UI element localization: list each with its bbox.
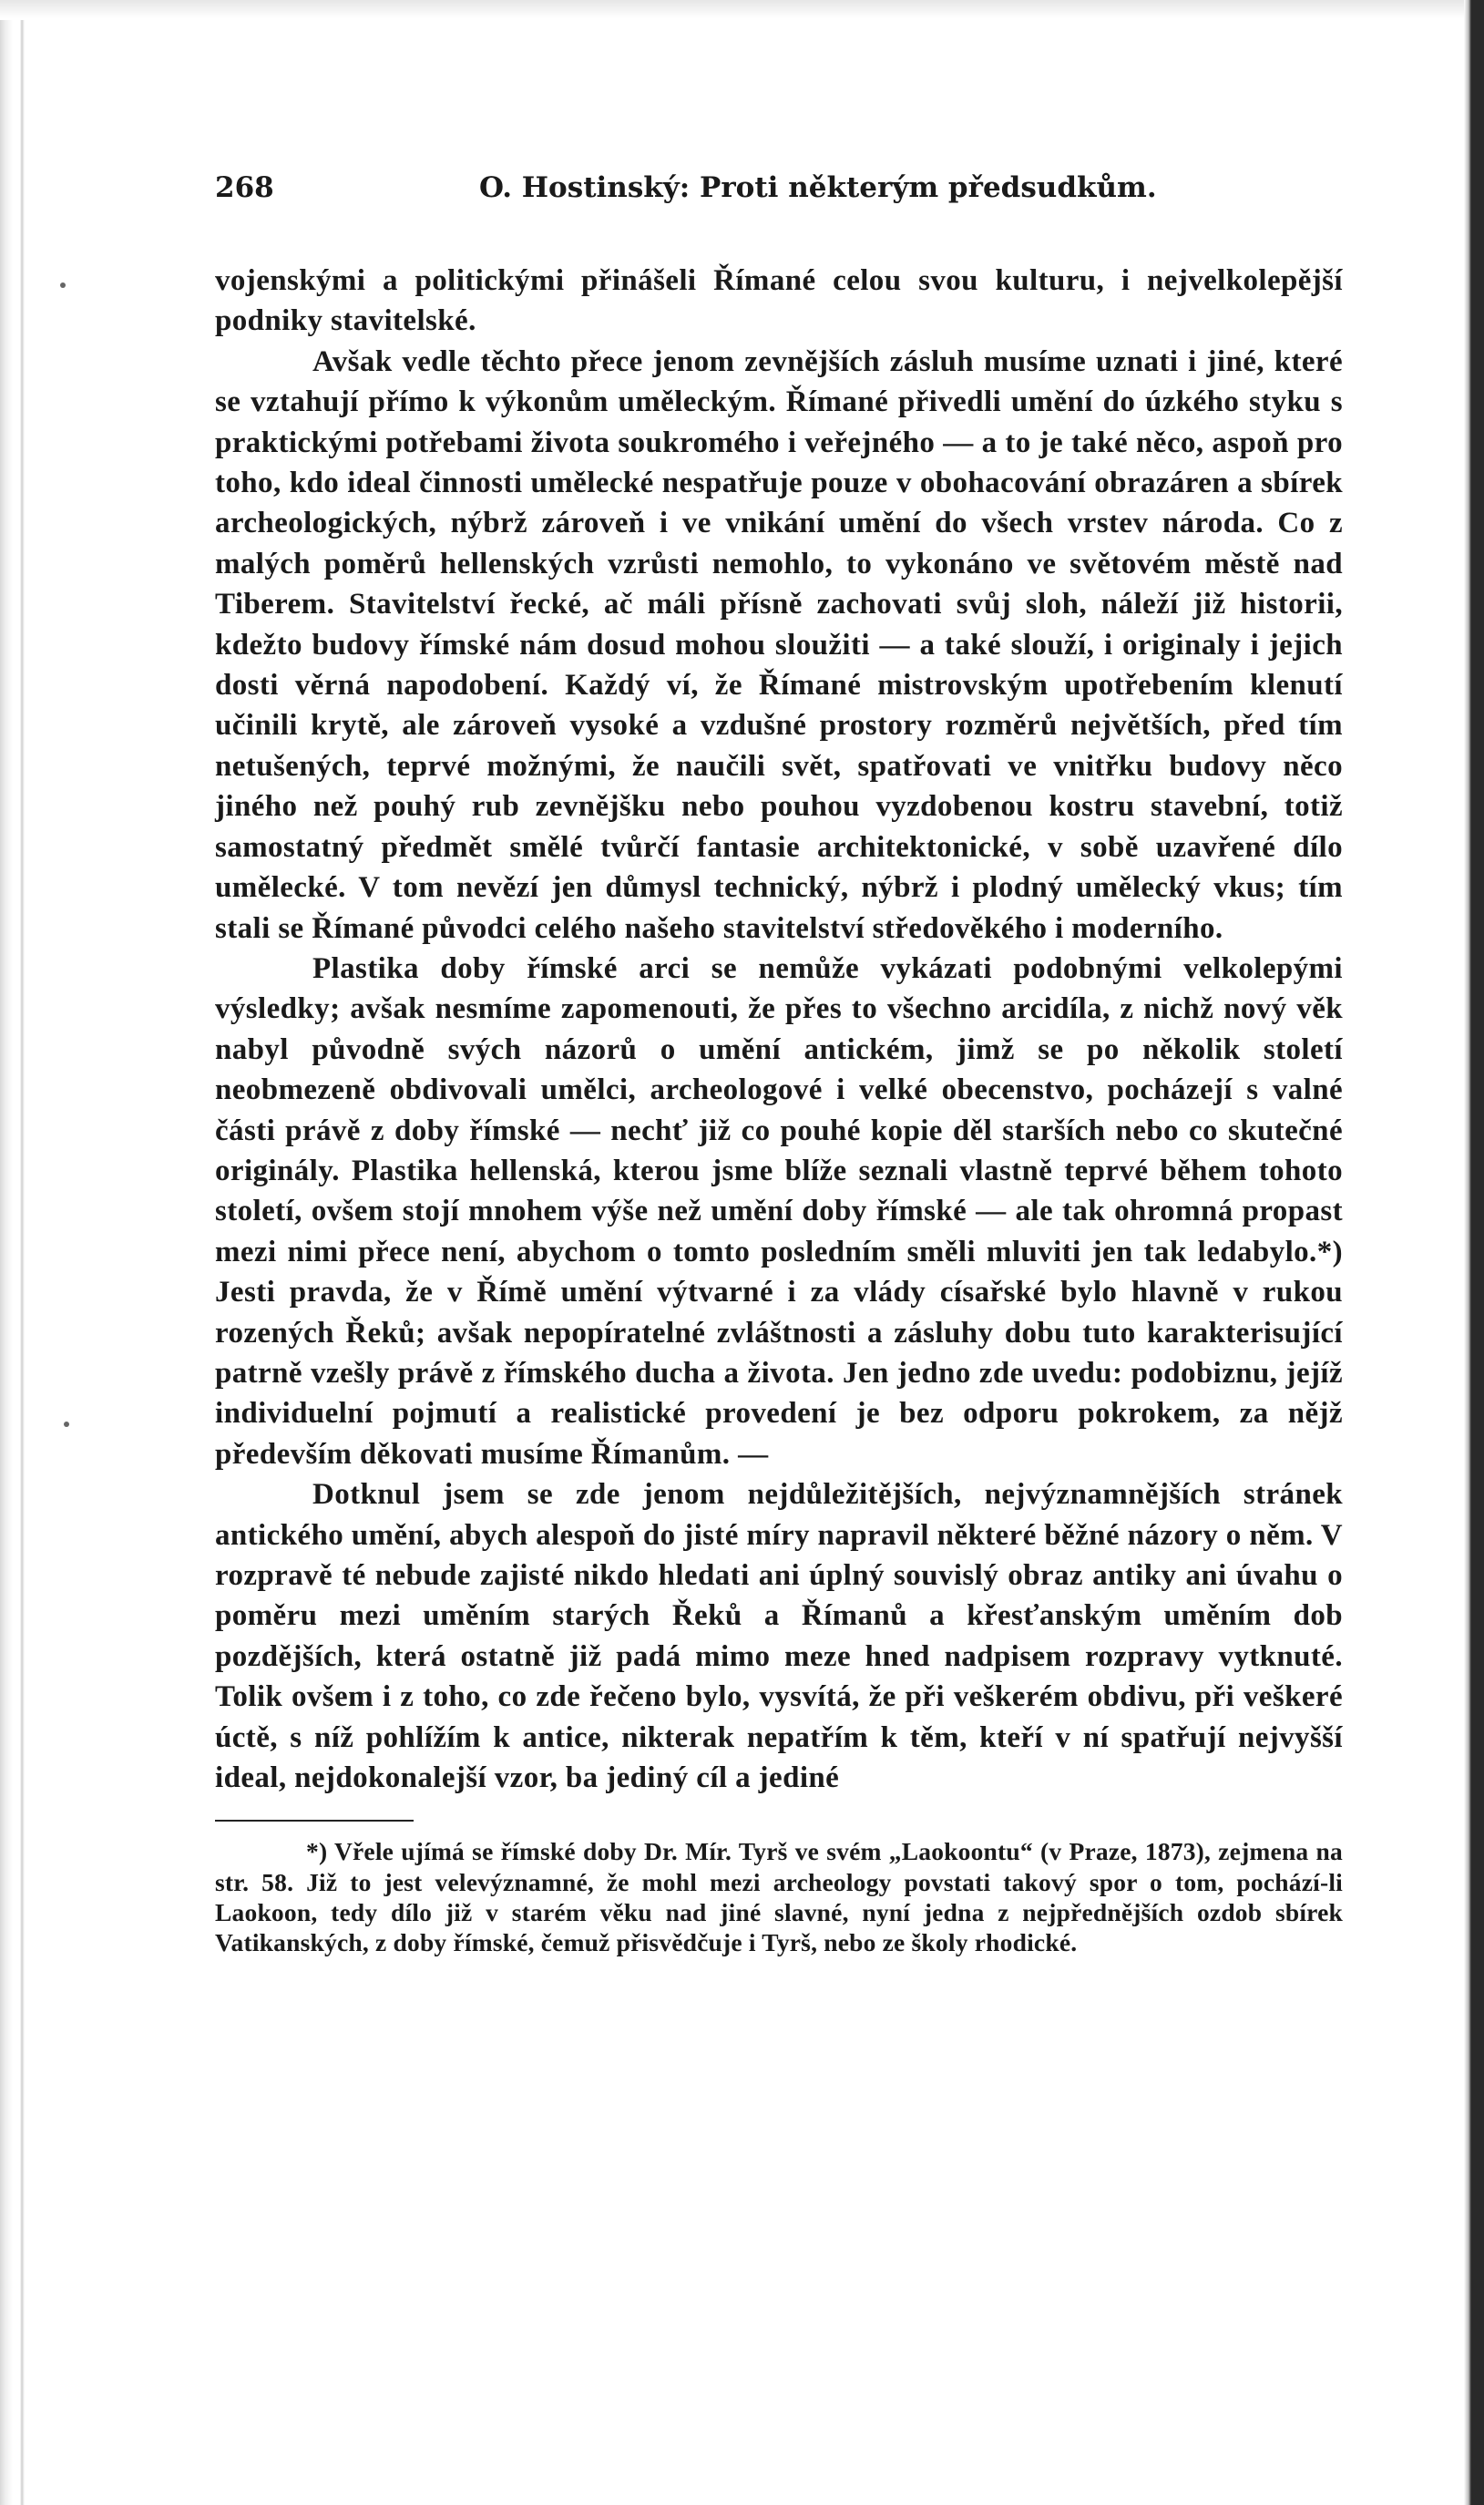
running-head xyxy=(215,171,1343,215)
scan-left-edge xyxy=(0,0,42,2505)
scan-right-edge xyxy=(1464,0,1484,2505)
paragraph-roman-sculpture: Plastika doby římské arci se nemůže vykázati podobnými velkolepými výsledky; avšak nesmíme zapomenouti, že přes to všechno arcidíla, z nichž nový věk nabyl původně svých názorů o umění antickém, jimž se po několik století neobmezeně obdivovali umělci, archeologové i velké obecenstvo, pocházejí s valné části právě z doby římské — nechť již co pouhé kopie děl starších nebo co skutečné originály. Plastika hellenská, kterou jsme blíže seznali vlastně teprvé během tohoto století, ovšem stojí mnohem výše než umění doby římské — ale tak ohromná propast mezi nimi přece není, abychom o tomto posledním směli mluviti jen tak ledabylo.*) Jesti pravda, že v Římě umění výtvarné i za vlády císařské bylo hlavně v rukou rozených Řeků; avšak nepopíratelné zvláštnosti a zásluhy dobu tuto karakterisující patrně vzešly právě z římského ducha a života. Jen jedno zde uvedu: podobiznu, jejíž individuelní pojmutí a realistické provedení je bez odporu pokrokem, za nějž především děkovati musíme Římanům. — xyxy=(215,951,1343,1471)
paragraph-roman-architecture: Avšak vedle těchto přece jenom zevnějších zásluh musíme uznati i jiné, které se vztahují přímo k výkonům uměleckým. Římané přivedli umění do úzkého styku s praktickými potřebami života soukromého i veřejného — a to je také něco, aspoň pro toho, kdo ideal činnosti umělecké nespatřuje pouze v obohacování obrazáren a sbírek archeologických, nýbrž zároveň i ve vnikání umění do všech vrstev národa. Co z malých poměrů hellenských vzrůsti nemohlo, to vykonáno ve světovém městě nad Tiberem. Stavitelství řecké, ač máli přísně zachovati svůj sloh, náleží již historii, kdežto budovy římské nám dosud mohou sloužiti — a také slouží, i originaly i jejich dosti věrná napodobení. Každý ví, že Římané mistrovským upotřebením klenutí učinili krytě, ale zároveň vysoké a vzdušné prostory rozměrů největších, před tím netušených, teprvé možnými, že naučili svět, spatřovati ve vnitřku budovy něco jiného než pouhý rub zevnějšku nebo pouhou vyzdobenou kostru stavební, totiž samostatný předmět smělé tvůrčí fantasie architektonické, v sobě uzavřené dílo umělecké. V tom nevězí jen důmysl technický, nýbrž i plodný umělecký vkus; tím stali se Římané původci celého našeho stavitelství středověkého i moderního. xyxy=(215,344,1343,945)
paragraph-continued: vojenskými a politickými přinášeli Římané celou svou kulturu, i nejvelkolepější podniky stavitelské. xyxy=(215,264,1343,338)
running-title: O. Hostinský: Proti některým předsudkům. xyxy=(479,171,1157,204)
book-page xyxy=(215,171,1343,1958)
body-text xyxy=(215,261,1343,1798)
page-number: 268 xyxy=(215,171,274,204)
paragraph-conclusion: Dotknul jsem se zde jenom nejdůležitějších, nejvýznamnějších stránek antického umění, abych alespoň do jisté míry napravil některé běžné názory o něm. V rozpravě té nebude zajisté nikdo hledati ani úplný souvislý obraz antiky ani úvahu o poměru mezi uměním starých Řeků a Římanů a křesťanským uměním dob pozdějších, která ostatně již padá mimo meze hned nadpisem rozpravy vytknuté. Tolik ovšem i z toho, co zde řečeno bylo, vysvítá, že při veškerém obdivu, při veškeré úctě, s níž pohlížím k antice, nikterak nepatřím k těm, kteří v ní spatřují nejvyšší ideal, nejdokonalejší vzor, ba jediný cíl a jediné xyxy=(215,1478,1343,1795)
margin-speck xyxy=(64,1422,69,1427)
margin-speck xyxy=(60,282,66,288)
footnote-rule xyxy=(215,1820,414,1822)
scan-top-edge xyxy=(0,0,1484,20)
footnote: *) Vřele ujímá se římské doby Dr. Mír. Tyrš ve svém „Laokoontu“ (v Praze, 1873), zejmena na str. 58. Již to jest velevýznamné, že mohl mezi archeology povstati takový spor o tom, pochází-li Laokoon, tedy dílo již v starém věku nad jiné slavné, nyní jedna z nejpřednějších ozdob sbírek Vatikanských, z doby římské, čemuž přisvědčuje i Tyrš, nebo ze školy rhodické. xyxy=(215,1837,1343,1957)
